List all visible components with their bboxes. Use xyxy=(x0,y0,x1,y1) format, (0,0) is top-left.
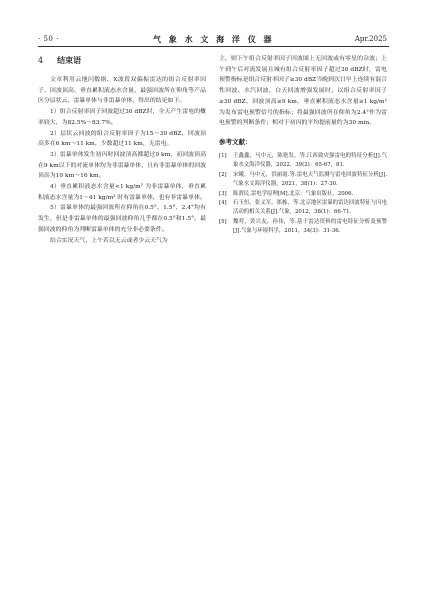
reference-item xyxy=(219,190,387,199)
journal-title: 气 象 水 文 海 洋 仪 器 xyxy=(153,34,274,44)
paragraph-summary-start: 结合实况天气，上午若以无云或者少云天气为 xyxy=(50,237,168,244)
left-column xyxy=(38,54,206,246)
reference-text: 宋曦，马中元，洪丽霞.等.雷电天气监测与雷电回波特征分析[J].气象水文海洋仪器，2021，38(1)：27-30. xyxy=(233,171,387,188)
reference-number: [3] xyxy=(219,190,227,197)
references-heading: 参考文献： xyxy=(219,137,252,146)
reference-number: [2] xyxy=(219,171,227,178)
paragraph-conclusion-5: 5）雷暴单体的最强回波所在仰角在0.5°、1.5°、2.4°均有发生，但是非雷暴单体的最强回波仰角几乎都在0.5°和1.5°。最强回波的仰角为判断雷暴单体的充分非必要条件。 xyxy=(38,205,206,233)
section-number: 4 xyxy=(38,56,44,65)
reference-item xyxy=(219,199,387,218)
reference-text: 魏莺，黄兴友，孙伟，等.基于雷达资料的雷电特征分析及预警[J].气象与环境科学，2011，34(3)：31-36. xyxy=(233,218,387,235)
page-header xyxy=(0,0,427,46)
issue-date: Apr.2025 xyxy=(354,35,387,43)
reference-number: [5] xyxy=(219,218,227,225)
reference-item xyxy=(219,171,387,190)
paragraph-conclusion-1: 1）组合反射率因子回波超过30 dBZ时，全天产生雷电的概率较大，为82.5%～83.7%。 xyxy=(38,109,206,126)
reference-number: [4] xyxy=(219,199,227,206)
header-rule xyxy=(38,46,389,47)
section-heading xyxy=(38,54,206,67)
paragraph-conclusion-4: 4）垂直累积液态水含量<1 kg/m² 为非雷暴单体，垂直累积液态水含量为1～41 kg/m² 时有雷暴单体，也有非雷暴单体。 xyxy=(38,184,206,201)
page-number: · 50 · xyxy=(38,35,59,43)
reference-item xyxy=(219,152,387,171)
paragraph-conclusion-3: 3）雷暴单体发生初闪时回波顶高都超过9 km，而回波顶高在9 km以下的对流单体均为非雷暴单体，且有非雷暴单体的回波顶高为10 km～16 km。 xyxy=(38,151,206,180)
reference-text: 陈渭民.雷电学原理[M].北京：气象出版社，2006. xyxy=(233,190,354,197)
paragraph-intro: 文章利用云地闪数据、X波段双偏振雷达的组合反射率因子、回波顶高、垂直累积液态水含量、最强回波所在仰角等产品区分层状云、雷暴单体与非雷暴单体，得出的结论如下。 xyxy=(38,77,206,105)
reference-number: [1] xyxy=(219,152,227,159)
paragraph-conclusion-2: 2）层状云回波的组合反射率因子为15～30 dBZ，回波顶高多在6 km～11 km，少数超过11 km，无雷电。 xyxy=(38,130,206,148)
reference-text: 王鑫鑫，马中元，陈艳发，等.江西致灾强雷电的特征分析[J].气象水文海洋仪器，2022，39(2)：65-67，81. xyxy=(233,152,387,169)
paragraph-summary-cont: 主，则下午组合反射率因子回波图上无回波或有零星的杂波；上午到午后对流发展且城有组合反射率因子超过30 dBZ时，雷电预警指标是组合反射率因子≥30 dBZ当晚到次日早上连续有混合性回波、水汽回波，白天回波增强发展时，以组合反射率因子≥30 dBZ、回波顶高≥9 km，垂直累积液态水含量≥1 kg/m² 为发布雷电预警信号的指标；将最强回波所在仰角为2.4°作为雷电预警的判断条件；相对于初闪的平均提前量约为30 min。 xyxy=(219,56,387,127)
reference-text: 石玉恒，张义军，郑栋，等.北京地区雷暴的雷达回波特征与闪电活动的相关关系[J].气象，2012，38(1)：66-71. xyxy=(233,199,387,216)
right-column xyxy=(219,54,387,237)
section-title: 结束语 xyxy=(57,55,82,65)
reference-item xyxy=(219,218,387,237)
